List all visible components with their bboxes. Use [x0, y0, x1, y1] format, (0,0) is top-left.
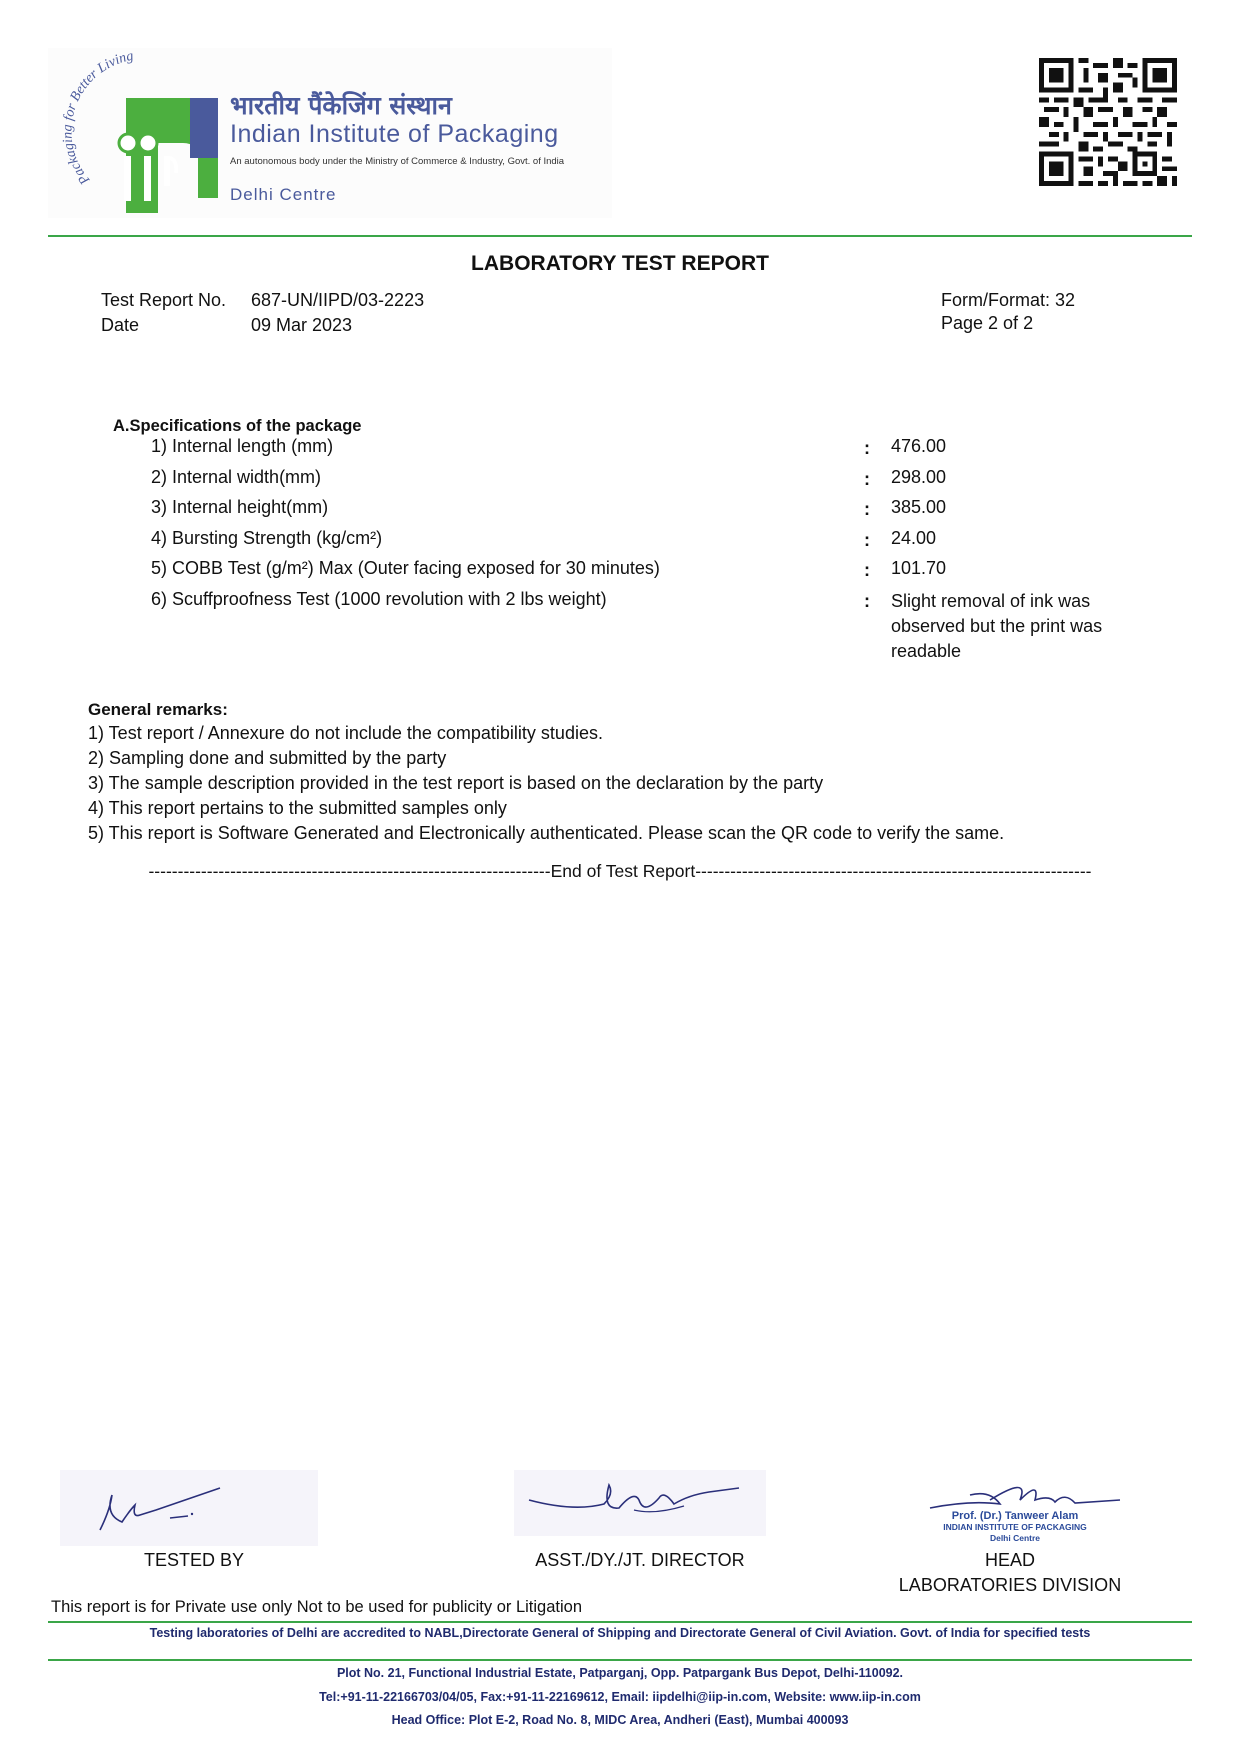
- remark-item: 2) Sampling done and submitted by the party: [88, 748, 447, 768]
- spec-value: 476.00: [891, 436, 947, 456]
- spec-value: 101.70: [891, 558, 947, 578]
- spec-value: 298.00: [891, 467, 947, 487]
- specifications-heading: A.Specifications of the package: [113, 417, 362, 435]
- footer-head-office: Head Office: Plot E-2, Road No. 8, MIDC Area, Andheri (East), Mumbai 400093: [391, 1713, 849, 1727]
- spec-colon: :: [864, 530, 870, 550]
- spec-label: 4) Bursting Strength (kg/cm²): [151, 528, 383, 548]
- centre-name: Delhi Centre: [230, 185, 337, 204]
- remarks-heading: General remarks:: [88, 700, 228, 719]
- institute-tagline: An autonomous body under the Ministry of Commerce & Industry, Govt. of India: [230, 156, 565, 167]
- stamp-org: INDIAN INSTITUTE OF PACKAGING: [943, 1522, 1087, 1532]
- spec-label: 2) Internal width(mm): [151, 467, 322, 487]
- logo-arc-text: Packaging for Better Living: [60, 48, 135, 188]
- tested-by-signature: [60, 1470, 318, 1546]
- institute-hindi-name: भारतीय पैंकेजिंग संस्थान: [230, 91, 452, 120]
- accreditation-note: Testing laboratories of Delhi are accredited to NABL,Directorate General of Shipping and Directorate General of Civil Aviation. Govt. of India for specified tests: [149, 1626, 1091, 1640]
- iip-emblem-icon: [48, 48, 228, 218]
- head-label-line1: HEAD: [984, 1550, 1035, 1570]
- spec-colon: :: [864, 560, 870, 580]
- report-no-value: 687-UN/IIPD/03-2223: [251, 290, 425, 310]
- spec-label: 1) Internal length (mm): [151, 436, 334, 456]
- signature-icon: [60, 1470, 318, 1546]
- spec-value: 385.00: [891, 497, 947, 517]
- date-label: Date: [101, 315, 140, 335]
- iip-logo: [48, 48, 612, 218]
- date-value: 09 Mar 2023: [251, 315, 353, 335]
- remark-item: 1) Test report / Annexure do not include the compatibility studies.: [88, 723, 603, 743]
- remark-item: 4) This report pertains to the submitted samples only: [88, 798, 507, 818]
- spec-colon: :: [864, 438, 870, 458]
- page-number: Page 2 of 2: [941, 313, 1034, 333]
- end-of-report-marker: ---------------------------------------------------------------------End of Test Report--------------------------------------------------------------------: [148, 861, 1092, 881]
- director-signature: [514, 1470, 766, 1536]
- spec-colon: :: [864, 591, 870, 611]
- spec-colon: :: [864, 469, 870, 489]
- report-title: LABORATORY TEST REPORT: [471, 252, 769, 275]
- footer-contact: Tel:+91-11-22166703/04/05, Fax:+91-11-22169612, Email: iipdelhi@iip-in.com, Website: www.iip-in.com: [319, 1690, 921, 1704]
- spec-value: 24.00: [891, 528, 937, 548]
- head-label-line2: LABORATORIES DIVISION: [898, 1575, 1122, 1595]
- stamp-name: Prof. (Dr.) Tanweer Alam: [951, 1510, 1079, 1522]
- remark-item: 3) The sample description provided in the test report is based on the declaration by the party: [88, 773, 824, 793]
- header-divider: [48, 235, 1192, 237]
- spec-colon: :: [864, 499, 870, 519]
- head-signature-stamp: [890, 1470, 1140, 1550]
- report-no-label: Test Report No.: [101, 290, 227, 310]
- qr-code-icon[interactable]: [1038, 58, 1178, 186]
- svg-text:Packaging for Better Living: [60, 49, 134, 188]
- form-format: Form/Format: 32: [941, 290, 1076, 310]
- stamp-centre: Delhi Centre: [989, 1533, 1041, 1543]
- privacy-notice: This report is for Private use only Not to be used for publicity or Litigation: [51, 1598, 583, 1616]
- institute-name: Indian Institute of Packaging: [230, 120, 559, 148]
- remark-item: 5) This report is Software Generated and Electronically authenticated. Please scan the QR code to verify the same.: [88, 823, 1005, 843]
- signature-icon: [514, 1470, 766, 1536]
- spec-label: 5) COBB Test (g/m²) Max (Outer facing exposed for 30 minutes): [151, 558, 660, 578]
- director-label: ASST./DY./JT. DIRECTOR: [535, 1550, 745, 1570]
- spec-label: 6) Scuffproofness Test (1000 revolution with 2 lbs weight): [151, 589, 607, 609]
- spec-label: 3) Internal height(mm): [151, 497, 329, 517]
- footer-address: Plot No. 21, Functional Industrial Estate, Patparganj, Opp. Patpargank Bus Depot, Delhi-110092.: [336, 1666, 904, 1680]
- spec-value: Slight removal of ink was observed but the print was readable: [891, 591, 1103, 661]
- tested-by-label: TESTED BY: [143, 1550, 245, 1570]
- footer-divider-bottom: [48, 1659, 1192, 1661]
